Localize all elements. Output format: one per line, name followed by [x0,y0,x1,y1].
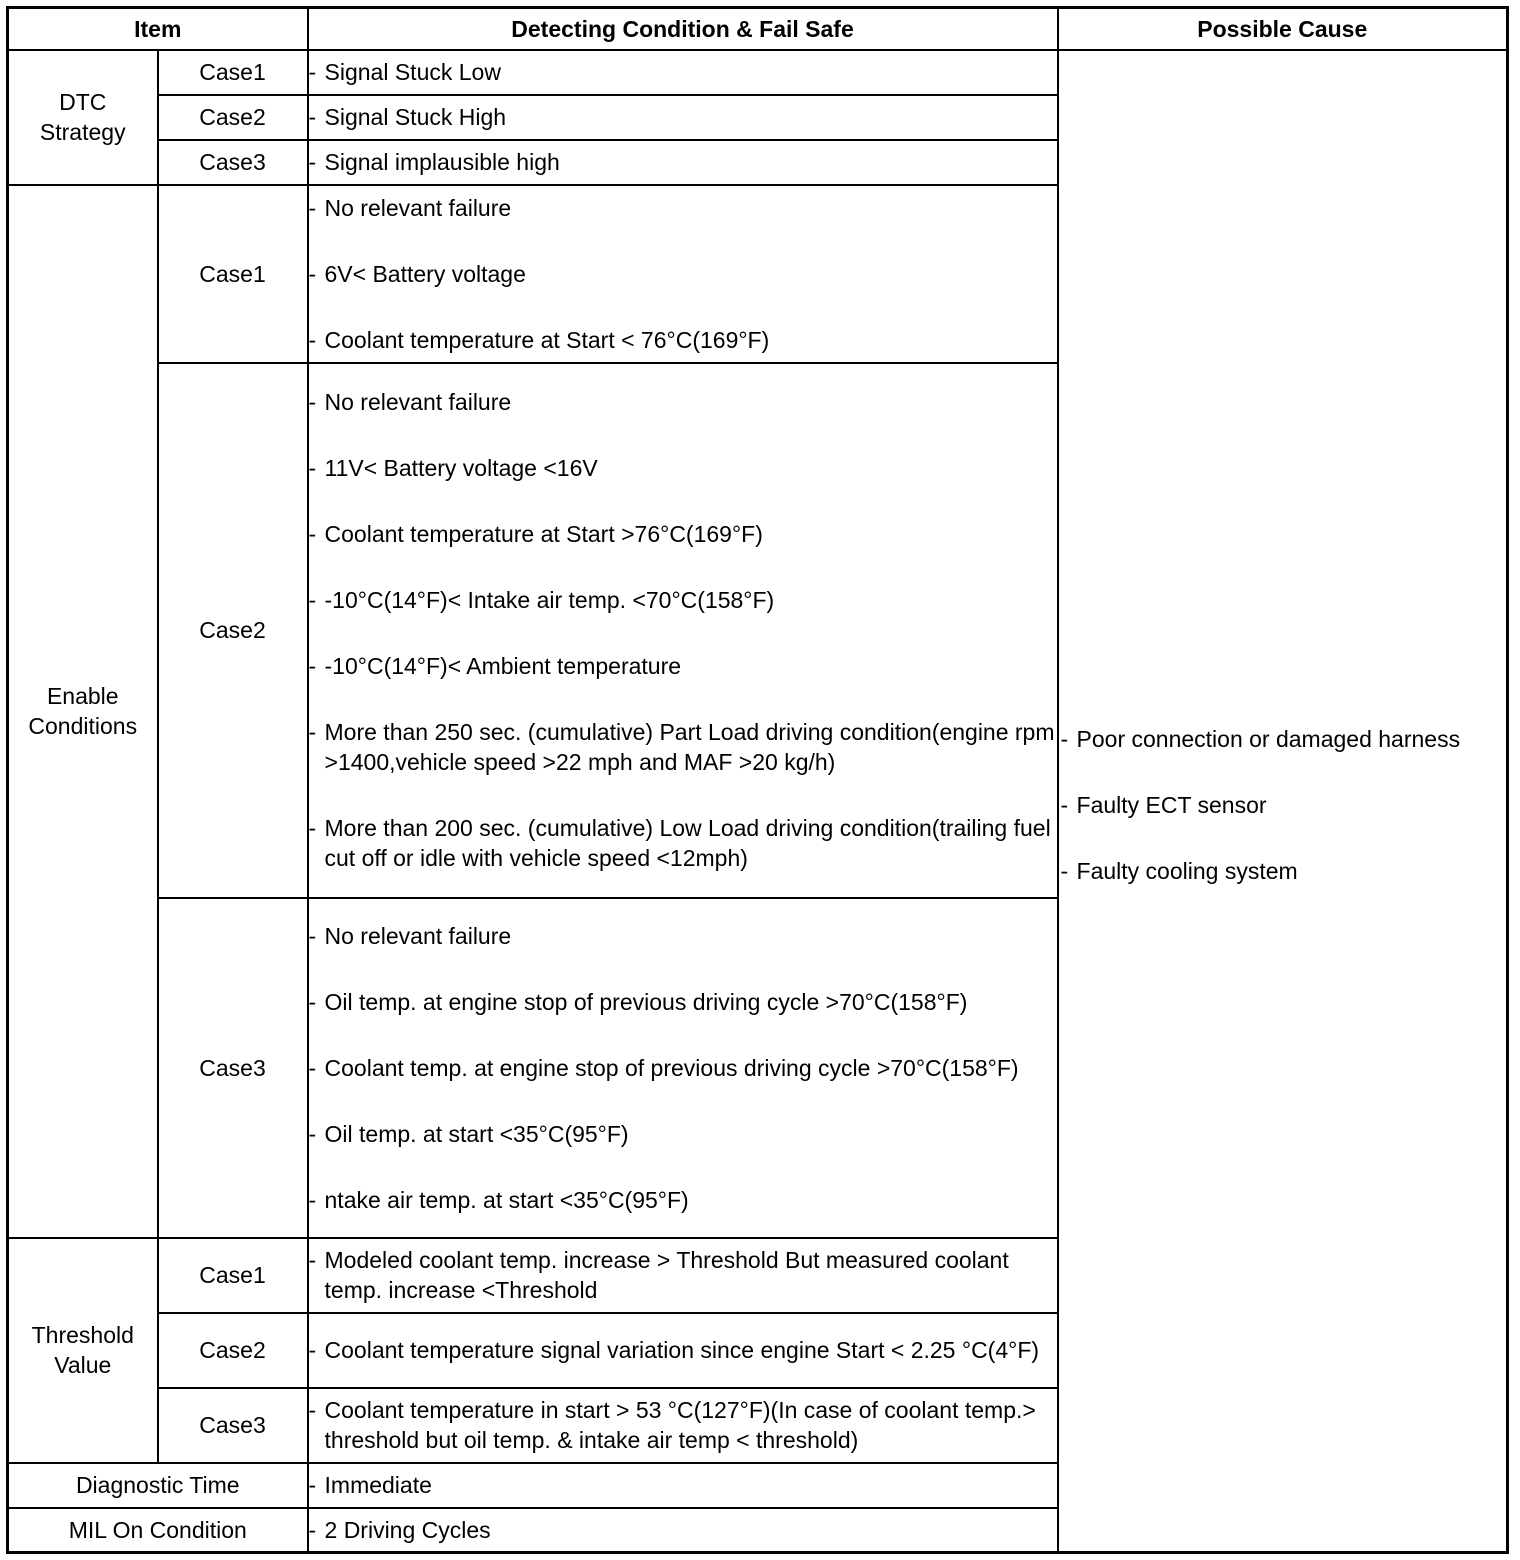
bullet-dash: - [1060,857,1069,884]
bullet-dash: - [1060,725,1069,752]
header-row [8,8,1508,50]
condition-text: Coolant temperature at Start < 76°C(169°F) [324,326,770,353]
dtc-row-case1 [8,50,1508,95]
condition-text: No relevant failure [324,922,512,949]
group-mil-on-condition: MIL On Condition [8,1508,308,1553]
condition-text: Modeled coolant temp. increase > Threshold But measured coolant temp. increase <Threshold [324,1247,1009,1303]
bullet-dash: - [308,1186,317,1213]
condition-text: 11V< Battery voltage <16V [324,455,598,481]
case-label: Case3 [158,1388,308,1463]
case-label: Case1 [158,185,308,363]
case-label: Case2 [158,1313,308,1388]
dtc-case3-cell [308,140,1058,185]
threshold-case2-cell [308,1313,1058,1388]
condition-text: 6V< Battery voltage [324,260,526,287]
case-label: Case2 [158,363,308,898]
bullet-dash: - [308,587,317,613]
header-detecting-condition: Detecting Condition & Fail Safe [308,8,1058,50]
bullet-dash: - [308,922,317,949]
group-enable-conditions: Enable Conditions [8,185,158,1238]
condition-text: Oil temp. at engine stop of previous driving cycle >70°C(158°F) [324,988,968,1015]
dtc-case1-cell [308,50,1058,95]
bullet-dash: - [308,653,317,679]
bullet-dash: - [1060,791,1069,818]
header-item: Item [8,8,308,50]
threshold-case1-cell [308,1238,1058,1313]
condition-text: ntake air temp. at start <35°C(95°F) [324,1186,689,1213]
condition-text: -10°C(14°F)< Ambient temperature [324,653,682,679]
group-threshold-value: Threshold Value [8,1238,158,1463]
group-dtc-strategy: DTC Strategy [8,50,158,185]
bullet-dash: - [308,1247,317,1273]
bullet-dash: - [308,988,317,1015]
threshold-case3-cell [308,1388,1058,1463]
bullet-dash: - [308,1516,317,1543]
bullet-dash: - [308,1472,317,1498]
condition-text: More than 250 sec. (cumulative) Part Load driving condition(engine rpm >1400,vehicle speed >22 mph and MAF >20 kg/h) [324,719,1055,775]
mil-on-cell [308,1508,1058,1553]
enable-case3-cell [308,898,1058,1238]
diagnostic-time-cell [308,1463,1058,1508]
bullet-dash: - [308,1337,317,1363]
condition-text: Coolant temperature signal variation since engine Start < 2.25 °C(4°F) [324,1337,1040,1363]
bullet-dash: - [308,815,317,841]
condition-text: No relevant failure [324,389,512,415]
dtc-case2-cell [308,95,1058,140]
case-label: Case2 [158,95,308,140]
condition-text: More than 200 sec. (cumulative) Low Load driving condition(trailing fuel cut off or idle with vehicle speed <12mph) [324,815,1051,871]
case-label: Case1 [158,1238,308,1313]
condition-text: Coolant temp. at engine stop of previous driving cycle >70°C(158°F) [324,1054,1019,1081]
diagnostic-spec-table [6,6,1509,1554]
bullet-dash: - [308,104,317,130]
bullet-dash: - [308,1397,317,1423]
case-label: Case3 [158,140,308,185]
bullet-dash: - [308,326,317,353]
group-diagnostic-time: Diagnostic Time [8,1463,308,1508]
bullet-dash: - [308,455,317,481]
case-label: Case1 [158,50,308,95]
enable-case1-cell [308,185,1058,363]
bullet-dash: - [308,1054,317,1081]
condition-text: Signal Stuck High [324,104,507,130]
condition-text: Signal Stuck Low [324,59,501,85]
enable-case2-cell [308,363,1058,898]
bullet-dash: - [308,149,317,175]
cause-item: Faulty cooling system [1076,857,1298,884]
condition-text: Coolant temperature in start > 53 °C(127°F)(In case of coolant temp.> threshold but oil temp. & intake air temp < threshold) [324,1397,1036,1453]
bullet-dash: - [308,389,317,415]
bullet-dash: - [308,260,317,287]
bullet-dash: - [308,59,317,85]
case-label: Case3 [158,898,308,1238]
condition-text: Coolant temperature at Start >76°C(169°F) [324,521,763,547]
possible-cause-cell [1058,50,1508,1553]
bullet-dash: - [308,719,317,745]
condition-text: Oil temp. at start <35°C(95°F) [324,1120,629,1147]
bullet-dash: - [308,194,317,221]
bullet-dash: - [308,521,317,547]
condition-text: -10°C(14°F)< Intake air temp. <70°C(158°F) [324,587,775,613]
header-possible-cause: Possible Cause [1058,8,1508,50]
condition-text: 2 Driving Cycles [324,1516,491,1543]
condition-text: Immediate [324,1472,432,1498]
condition-text: No relevant failure [324,194,512,221]
bullet-dash: - [308,1120,317,1147]
condition-text: Signal implausible high [324,149,560,175]
cause-item: Faulty ECT sensor [1076,791,1267,818]
cause-item: Poor connection or damaged harness [1076,725,1461,752]
